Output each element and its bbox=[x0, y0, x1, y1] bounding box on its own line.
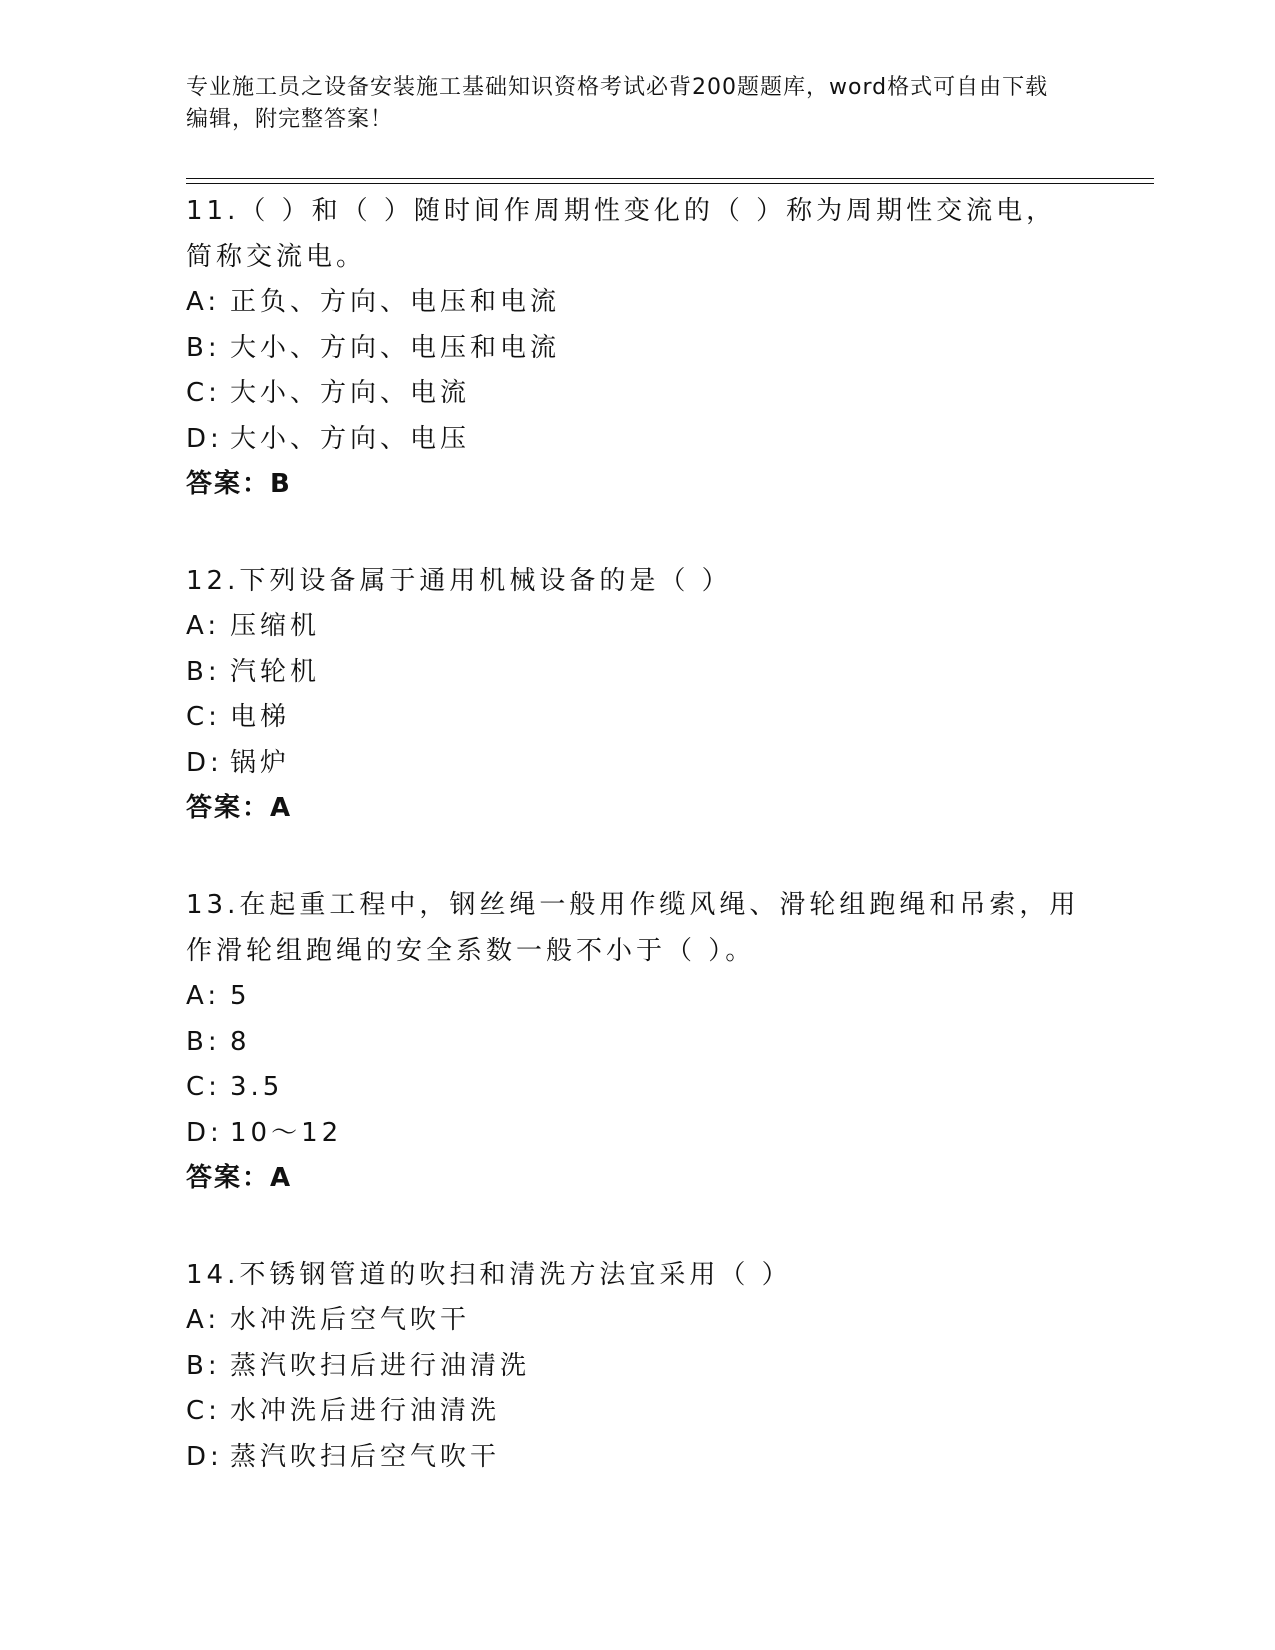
option-b bbox=[186, 1344, 1086, 1390]
option-letter: D: bbox=[186, 423, 223, 454]
option-letter: D: bbox=[186, 747, 223, 778]
answer-line: 答案：A bbox=[186, 1163, 293, 1193]
option-letter: A: bbox=[186, 981, 221, 1011]
option-a bbox=[186, 1298, 1086, 1344]
header-rule-bottom bbox=[186, 183, 1154, 184]
option-letter: C: bbox=[186, 1396, 221, 1426]
option-letter: B: bbox=[186, 656, 221, 687]
question-11 bbox=[186, 188, 1086, 507]
option-text: 压缩机 bbox=[230, 611, 321, 641]
question-14 bbox=[186, 1252, 1086, 1480]
option-text: 锅炉 bbox=[230, 747, 291, 778]
option-text: 水冲洗后进行油清洗 bbox=[230, 1396, 501, 1426]
option-letter: A: bbox=[186, 1305, 221, 1335]
option-d bbox=[186, 741, 1086, 787]
option-text: 蒸汽吹扫后进行油清洗 bbox=[230, 1350, 531, 1381]
option-text: 蒸汽吹扫后空气吹干 bbox=[230, 1441, 501, 1472]
option-letter: B: bbox=[186, 332, 221, 363]
option-letter: C: bbox=[186, 378, 221, 408]
option-text: 10～12 bbox=[230, 1117, 343, 1148]
option-letter: A: bbox=[186, 287, 221, 317]
answer-line: 答案：A bbox=[186, 793, 293, 823]
option-letter: D: bbox=[186, 1117, 223, 1148]
option-text: 5 bbox=[230, 981, 251, 1011]
option-letter: B: bbox=[186, 1350, 221, 1381]
question-12 bbox=[186, 558, 1086, 831]
option-d bbox=[186, 417, 1086, 463]
option-text: 大小、方向、电压和电流 bbox=[230, 332, 561, 363]
option-c bbox=[186, 695, 1086, 741]
option-letter: B: bbox=[186, 1026, 221, 1057]
option-letter: C: bbox=[186, 1072, 221, 1102]
option-b bbox=[186, 650, 1086, 696]
option-text: 3.5 bbox=[230, 1072, 284, 1102]
option-c bbox=[186, 371, 1086, 417]
answer-line: 答案：B bbox=[186, 469, 292, 499]
option-text: 8 bbox=[230, 1026, 251, 1057]
question-text: 13.在起重工程中，钢丝绳一般用作缆风绳、滑轮组跑绳和吊索，用作滑轮组跑绳的安全系数一般不小于（ ）。 bbox=[186, 890, 1080, 966]
option-letter: C: bbox=[186, 702, 221, 732]
question-text: 11.（ ）和（ ）随时间作周期性变化的（ ）称为周期性交流电，简称交流电。 bbox=[186, 196, 1057, 272]
question-text: 14.不锈钢管道的吹扫和清洗方法宜采用（ ） bbox=[186, 1260, 792, 1290]
header-rule-top bbox=[186, 178, 1154, 179]
option-text: 大小、方向、电压 bbox=[230, 423, 471, 454]
option-c bbox=[186, 1389, 1086, 1435]
option-letter: A: bbox=[186, 611, 221, 641]
option-a bbox=[186, 604, 1086, 650]
option-d bbox=[186, 1111, 1086, 1157]
question-text: 12.下列设备属于通用机械设备的是（ ） bbox=[186, 566, 732, 596]
option-letter: D: bbox=[186, 1441, 223, 1472]
question-13 bbox=[186, 882, 1086, 1201]
option-a bbox=[186, 280, 1086, 326]
option-text: 电梯 bbox=[230, 702, 291, 732]
option-d bbox=[186, 1435, 1086, 1481]
option-b bbox=[186, 1020, 1086, 1066]
option-text: 大小、方向、电流 bbox=[230, 378, 471, 408]
option-text: 汽轮机 bbox=[230, 656, 321, 687]
option-a bbox=[186, 974, 1086, 1020]
option-text: 正负、方向、电压和电流 bbox=[230, 287, 561, 317]
option-b bbox=[186, 326, 1086, 372]
option-c bbox=[186, 1065, 1086, 1111]
document-header: 专业施工员之设备安装施工基础知识资格考试必背200题题库，word格式可自由下载编辑，附完整答案！ bbox=[186, 75, 1049, 132]
option-text: 水冲洗后空气吹干 bbox=[230, 1305, 471, 1335]
question-list bbox=[186, 188, 1086, 1531]
